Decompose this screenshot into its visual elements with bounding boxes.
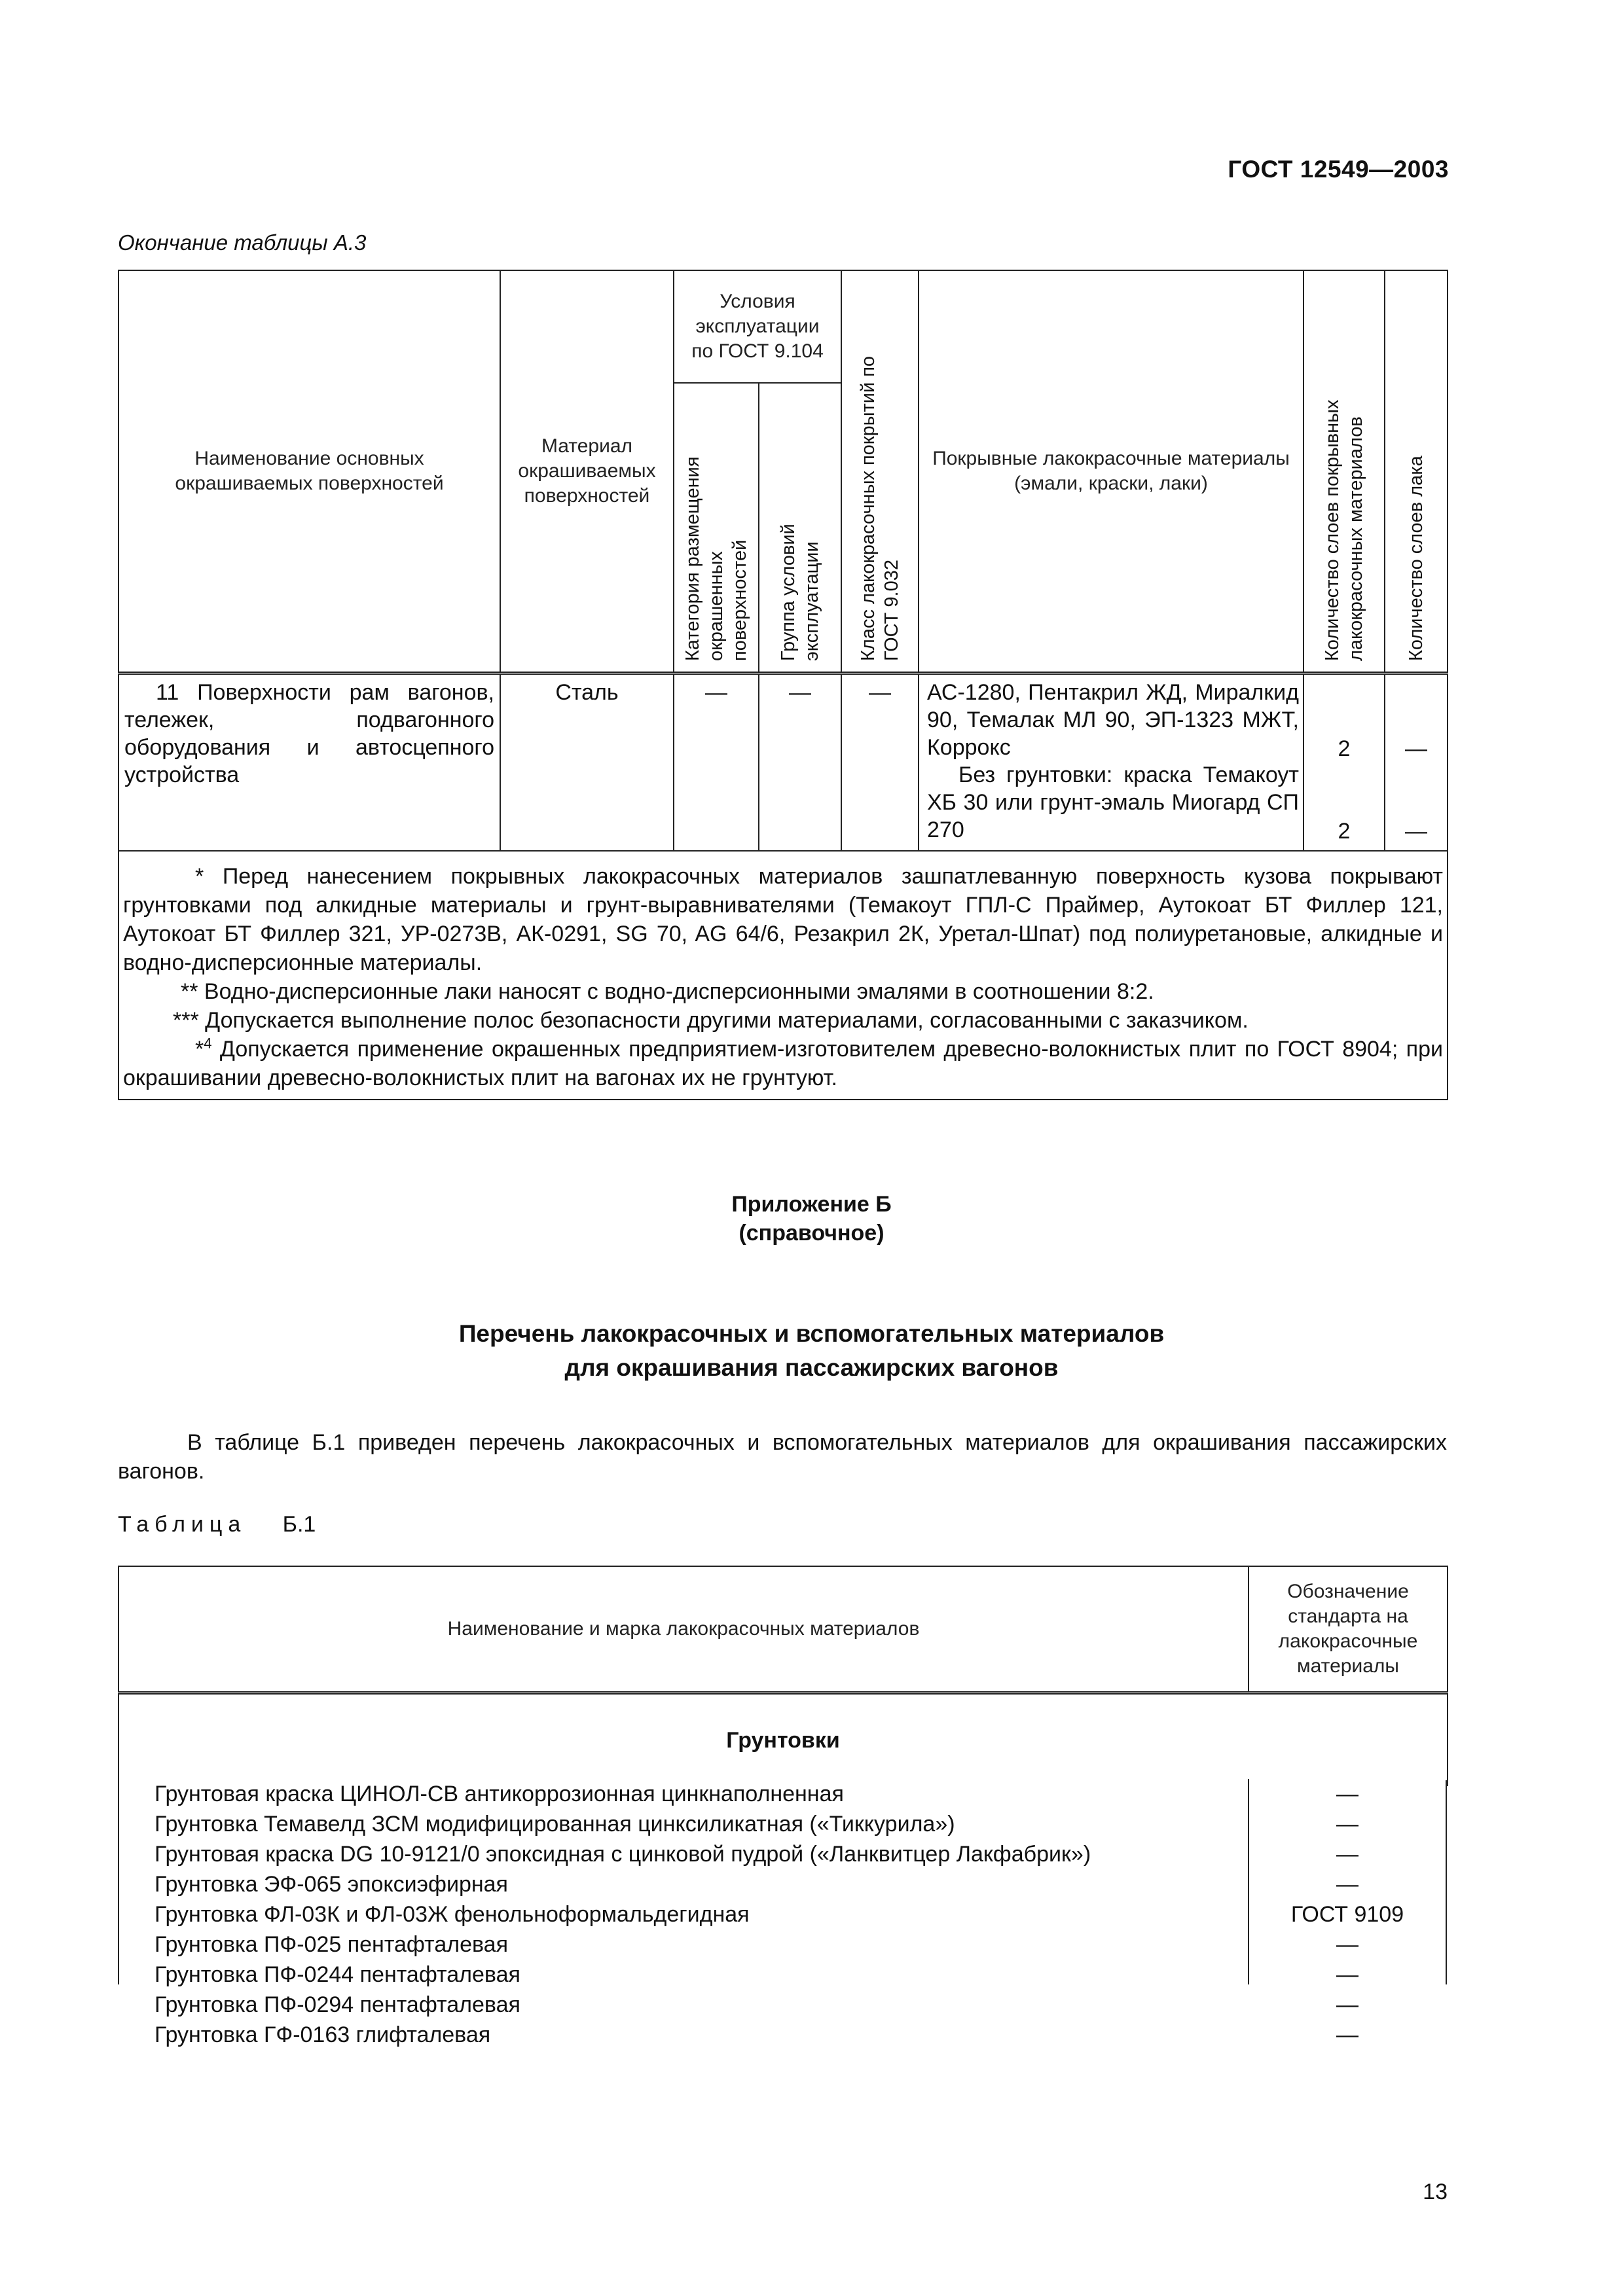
standard-designation: — [1336, 1932, 1359, 1957]
layers-count-1: 2 [1338, 736, 1351, 761]
col-conditions: Условия эксплуатации по ГОСТ 9.104 [674, 270, 841, 383]
material-name: Грунтовка ПФ-025 пентафталевая [155, 1932, 508, 1957]
table-row [119, 1960, 1446, 1990]
table-row [119, 1869, 1446, 1899]
table-row [119, 1929, 1446, 1960]
table-b1 [118, 1566, 1448, 1786]
table-row [119, 1899, 1446, 1929]
layers-count-2: 2 [1338, 819, 1351, 844]
material-cell: Сталь [500, 673, 674, 852]
col-class: Класс лакокрасочных покрытий по ГОСТ 9.032 [841, 270, 919, 673]
document-id: ГОСТ 12549—2003 [1228, 156, 1449, 183]
placement-cell: — [674, 673, 759, 852]
material-name: Грунтовка Темавелд ЗСМ модифицированная цинксиликатная («Тиккурила») [155, 1812, 955, 1837]
section-heading: Грунтовки [119, 1693, 1448, 1787]
table-notes [119, 851, 1448, 1100]
material-name: Грунтовка ПФ-0294 пентафталевая [155, 1992, 520, 2017]
table-a3 [118, 270, 1448, 1100]
material-name: Грунтовка ГФ-0163 глифталевая [155, 2022, 491, 2047]
note-3: *** Допускается выполнение полос безопасности другими материалами, согласованными с заказчиком. [173, 1008, 1249, 1033]
col-surfaces: Наименование основных окрашиваемых поверхностей [119, 270, 500, 673]
col-layers-lacquer: Количество слоев лака [1385, 270, 1448, 673]
material-name: Грунтовая краска DG 10-9121/0 эпоксидная с цинковой пудрой («Ланквитцер Лакфабрик») [155, 1842, 1091, 1867]
appendix-kind: (справочное) [739, 1221, 884, 1246]
lacquer-count-2: — [1405, 819, 1427, 844]
material-name: Грунтовка ЭФ-065 эпоксиэфирная [155, 1872, 508, 1897]
material-name: Грунтовая краска ЦИНОЛ-СВ антикоррозионная цинкнаполненная [155, 1782, 844, 1806]
col-layers-coat: Количество слоев покрывных лакокрасочных материалов [1304, 270, 1385, 673]
table-b1-rows [119, 1779, 1446, 2050]
col-standard: Обозначение стандарта на лакокрасочные материалы [1249, 1566, 1448, 1693]
table-row [119, 1990, 1446, 2020]
class-cell: — [841, 673, 919, 852]
standard-designation: ГОСТ 9109 [1290, 1902, 1404, 1927]
col-material-name: Наименование и марка лакокрасочных материалов [119, 1566, 1249, 1693]
lacquer-count-1: — [1405, 736, 1427, 761]
standard-designation: — [1336, 1962, 1359, 1987]
col-placement: Категория размещения окрашенных поверхностей [674, 383, 759, 673]
coating-text-1: АС-1280, Пентакрил ЖД, Миралкид 90, Темалак МЛ 90, ЭП-1323 МЖТ, Коррокс [927, 680, 1299, 760]
surface-cell: 11 Поверхности рам вагонов, тележек, подвагонного оборудования и автосцепного устройства [124, 680, 494, 787]
group-cell: — [759, 673, 841, 852]
table-caption: Окончание таблицы А.3 [118, 230, 367, 255]
material-name: Грунтовка ПФ-0244 пентафталевая [155, 1962, 520, 1987]
appendix-title-2: для окрашивания пассажирских вагонов [564, 1354, 1059, 1381]
material-name: Грунтовка ФЛ-03К и ФЛ-03Ж фенольноформальдегидная [155, 1902, 750, 1927]
col-group: Группа условий эксплуатации [759, 383, 841, 673]
table-b1-right-border [1446, 1780, 1447, 1984]
note-1: * Перед нанесением покрывных лакокрасочных материалов зашпатлеванную поверхность кузова покрывают грунтовками под алкидные материалы и грунт-выравнивателями (Темакоут ГПЛ-С Праймер, Аутокоат БТ Филлер 121, Аутокоат БТ Филлер 321, УР-0273В, АК-0291, SG 70, AG 64/6, Резакрил 2К, Уретал-Шпат) под полиуретановые, алкидные и водно-дисперсионные материалы. [123, 864, 1444, 975]
page-number: 13 [1423, 2179, 1448, 2204]
standard-designation: — [1336, 1812, 1359, 1837]
coating-text-2: Без грунтовки: краска Темакоут ХБ 30 или грунт-эмаль Миогард СП 270 [927, 762, 1299, 842]
standard-designation: — [1336, 2022, 1359, 2047]
table-row [119, 2020, 1446, 2050]
appendix-intro: В таблице Б.1 приведен перечень лакокрасочных и вспомогательных материалов для окрашивания пассажирских вагонов. [118, 1430, 1447, 1484]
appendix-title-1: Перечень лакокрасочных и вспомогательных материалов [458, 1320, 1165, 1347]
appendix-name: Приложение Б [731, 1192, 892, 1217]
table-row [119, 1839, 1446, 1869]
table-row [119, 1779, 1446, 1809]
note-2: ** Водно-дисперсионные лаки наносят с водно-дисперсионными эмалями в соотношении 8:2. [181, 979, 1154, 1004]
col-material: Материал окрашиваемых поверхностей [500, 270, 674, 673]
standard-designation: — [1336, 1872, 1359, 1897]
note-4: *$^4$ Допускается применение окрашенных предприятием-изготовителем древесно-волокнистых плит по ГОСТ 8904; при окрашивании древесно-волокнистых плит на вагонах их не грунтуют. [123, 1035, 1443, 1090]
table-row [119, 673, 1448, 852]
standard-designation: — [1336, 1992, 1359, 2017]
standard-designation: — [1336, 1782, 1359, 1806]
col-coatings: Покрывные лакокрасочные материалы (эмали, краски, лаки) [919, 270, 1304, 673]
table-row [119, 1809, 1446, 1839]
table-b1-label: Таблица Б.1 [118, 1512, 316, 1537]
standard-designation: — [1336, 1842, 1359, 1867]
